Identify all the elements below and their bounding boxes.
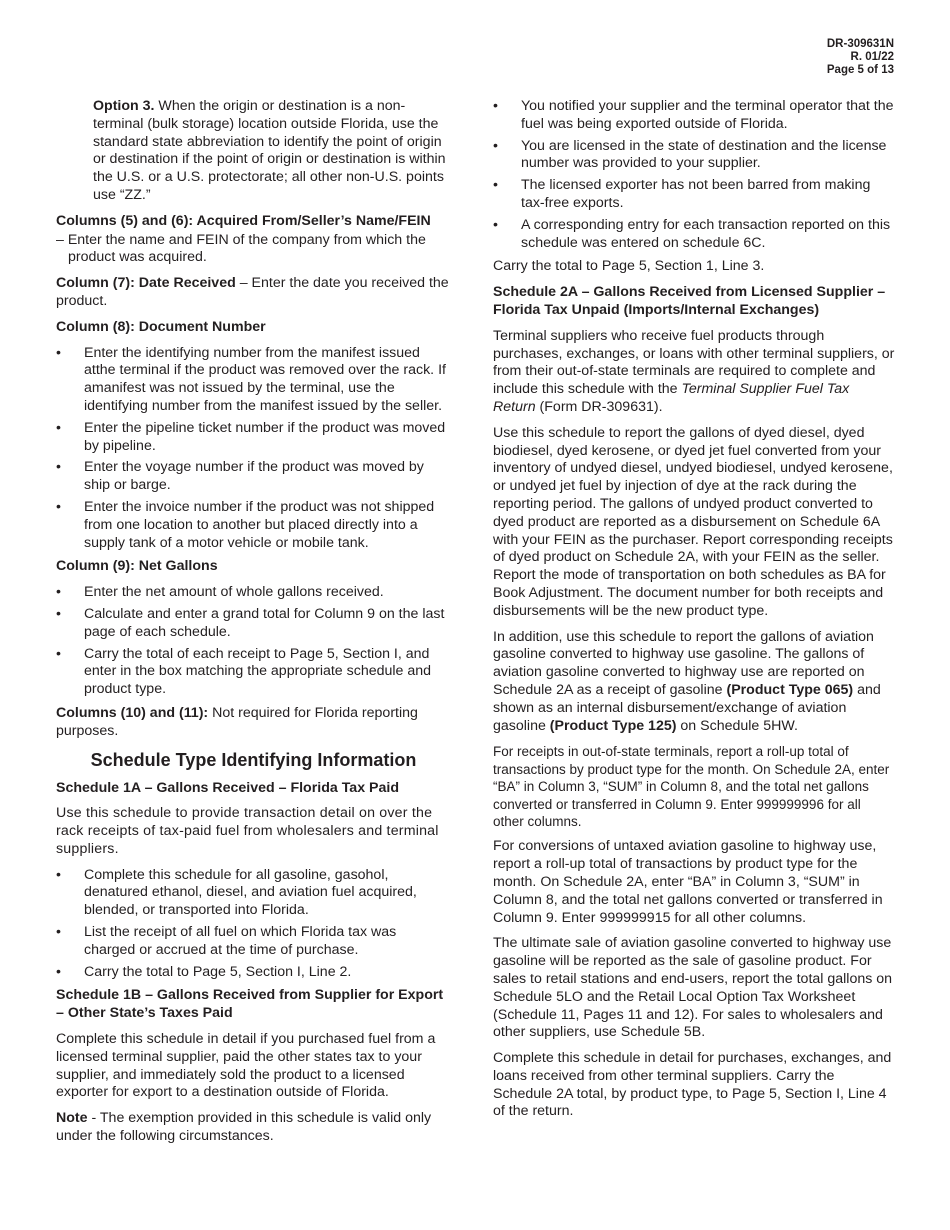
section-title: Schedule Type Identifying Information (90, 749, 417, 770)
left-column (56, 98, 451, 1154)
list-item: • Enter the net amount of whole gallons received. (56, 584, 384, 601)
exemption-bullet-list (493, 98, 895, 252)
schedule-2a-paragraph-5: For conversions of untaxed aviation gasoline to highway use, report a roll-up total of transactions by product type for the month. On Schedule 2A, enter “BA” in Column 3, “SUM” in Column 8, and the total net gallons converted or transferred in Column 9. Enter 999999915 for all other columns. (493, 838, 883, 926)
col1011-label: Columns (10) and (11): (56, 704, 209, 721)
form-number: DR-309631N (826, 38, 894, 50)
form-header (827, 38, 894, 77)
schedule-1a-intro: Use this schedule to provide transaction detail on over the rack receipts of tax-paid fuel from wholesalers and terminal suppliers. (56, 805, 439, 857)
carry-total-text: Carry the total to Page 5, Section 1, Line 3. (493, 258, 765, 275)
schedule-2a-paragraph-4: For receipts in out-of-state terminals, report a roll-up total of transactions by product type for the month. On Schedule 2A, enter “BA” in Column 3, “SUM” in Column 8, and the total net gallons converted or transferred in Column 9. Enter 999999996 for all other columns. (493, 744, 890, 829)
option3-text: When the origin or destination is a non-terminal (bulk storage) location outside Florida, use the standard state abbreviation to identify the point of origin or destination if the point of origin or destination is within the U.S. or a U.S. protectorate; all other non-U.S. points use “ZZ.” (93, 98, 446, 203)
schedule-2a-paragraph-3: In addition, use this schedule to report the gallons of aviation gasoline converted to highway use gasoline. The gallons of aviation gasoline converted to highway use are reported on Schedule 2A as a receipt of gasoline (Product Type 065) and shown as an internal disbursement/exchange of aviation gasoline (Product Type 125) on Schedule 5HW. (493, 628, 881, 734)
col9-bullet-list (56, 584, 451, 699)
list-item: • A corresponding entry for each transaction reported on this schedule was entered on schedule 6C. (493, 216, 891, 251)
list-item: • Carry the total of each receipt to Page 5, Section I, and enter in the box matching the appropriate schedule and product type. (56, 645, 432, 698)
list-item: • Calculate and enter a grand total for Column 9 on the last page of each schedule. (56, 605, 445, 640)
page-number: Page 5 of 13 (826, 64, 894, 76)
product-type-125: (Product Type 125) (549, 717, 677, 734)
col8-heading: Column (8): Document Number (56, 318, 266, 335)
schedule-1a-bullet-list (56, 867, 451, 982)
note-text: - The exemption provided in this schedule is valid only under the following circumstances. (56, 1110, 432, 1145)
col8-bullet-list (56, 345, 451, 553)
option3-label: Option 3. (93, 98, 155, 114)
col1011-paragraph (56, 705, 451, 741)
col9-heading: Column (9): Net Gallons (56, 558, 218, 575)
col7-label: Column (7): Date Received (56, 275, 236, 292)
schedule-1a-heading: Schedule 1A – Gallons Received – Florida Tax Paid (56, 779, 399, 796)
product-type-065: (Product Type 065) (726, 681, 854, 698)
list-item: • Enter the pipeline ticket number if the product was moved by pipeline. (56, 419, 446, 454)
note-paragraph (56, 1110, 451, 1146)
schedule-2a-heading: Schedule 2A – Gallons Received from Licensed Supplier – Florida Tax Unpaid (Imports/Internal Exchanges) (493, 284, 886, 318)
list-item: • Enter the invoice number if the product was not shipped from one location to another but placed directly into a supply tank of a motor vehicle or mobile tank. (56, 498, 435, 551)
list-item: • Carry the total to Page 5, Section I, Line 2. (56, 963, 352, 980)
list-item: • The licensed exporter has not been barred from making tax-free exports. (493, 177, 871, 211)
list-item: • You are licensed in the state of destination and the license number was provided to your supplier. (493, 137, 887, 172)
list-item: • List the receipt of all fuel on which Florida tax was charged or accrued at the time of purchase. (56, 924, 397, 958)
col7-paragraph (56, 275, 451, 311)
list-item: • You notified your supplier and the terminal operator that the fuel was being exported outside of Florida. (493, 98, 894, 132)
col1011-text: Not required for Florida reporting purposes. (56, 704, 418, 739)
col56-text: – Enter the name and FEIN of the company from which the product was acquired. (56, 231, 426, 266)
revision-date: R. 01/22 (850, 51, 894, 63)
list-item: • Complete this schedule for all gasoline, gasohol, denatured ethanol, diesel, and aviation fuel acquired, blended, or transported into Florida. (56, 866, 417, 919)
list-item: • Enter the identifying number from the manifest issued atthe terminal if the product was removed over the rack. If amanifest was not issued by the terminal, use the identifying number from the manifest issued by the seller. (56, 344, 446, 414)
schedule-2a-paragraph-7: Complete this schedule in detail for purchases, exchanges, and loans received from other terminal suppliers. Carry the Schedule 2A total, by product type, to Page 5, Section I, Line 4 of the return. (493, 1050, 892, 1120)
schedule-2a-paragraph-1: Terminal suppliers who receive fuel products through purchases, exchanges, or loans with other terminal suppliers, or from their out-of-state terminals are required to complete and include this schedule with the Terminal Supplier Fuel Tax Return (Form DR-309631). (493, 327, 895, 415)
schedule-1b-text: Complete this schedule in detail if you purchased fuel from a licensed terminal supplier, paid the other states tax to your supplier, and immediately sold the product to a licensed exporter for export to a destination outside of Florida. (56, 1031, 436, 1101)
col7-text: – Enter the date you received the product. (56, 275, 449, 309)
form-title-italic: Terminal Supplier Fuel Tax Return (493, 381, 850, 415)
col56-heading: Columns (5) and (6): Acquired From/Seller’s Name/FEIN (56, 212, 431, 229)
list-item: • Enter the voyage number if the product was moved by ship or barge. (56, 459, 424, 494)
note-label: Note (56, 1110, 88, 1127)
schedule-2a-paragraph-6: The ultimate sale of aviation gasoline converted to highway use gasoline will be reported as the sale of gasoline product. For sales to retail stations and end-users, report the total gallons on Schedule 5LO and the Retail Local Option Tax Worksheet (Schedule 11, Pages 11 and 12). For sales to wholesalers and other suppliers, use Schedule 5B. (493, 935, 893, 1041)
right-column (493, 98, 895, 1129)
schedule-1b-heading: Schedule 1B – Gallons Received from Supplier for Export – Other State’s Taxes Paid (56, 987, 444, 1022)
option3-paragraph (56, 98, 451, 205)
schedule-2a-paragraph-2: Use this schedule to report the gallons of dyed diesel, dyed biodiesel, dyed kerosene, or dyed jet fuel converted from your inventory of undyed diesel, undyed biodiesel, undyed kerosene, or undyed jet fuel by injection of dye at the rack during the reporting period. The gallons of undyed product converted to dyed product are reported as a disbursement on Schedule 6A with your FEIN as the purchaser. Report corresponding receipts of dyed product on Schedule 2A, with your FEIN as the seller. Report the mode of transportation on both schedules as BA for Book Adjustment. The document number for both receipts and disbursements will be the new product type. (493, 424, 893, 619)
